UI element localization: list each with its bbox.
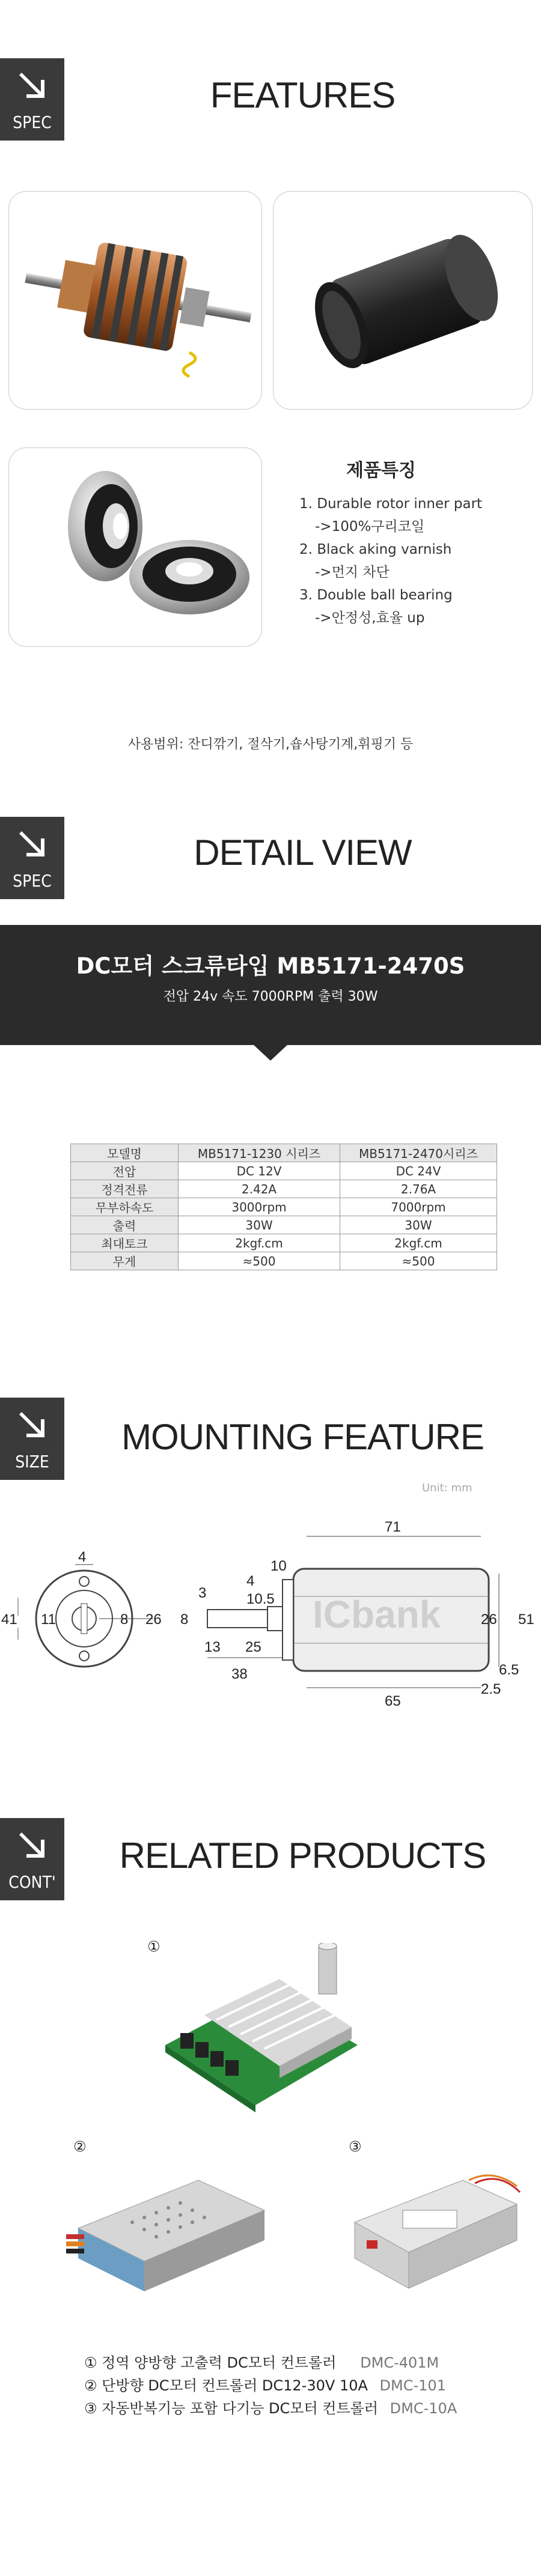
list-item[interactable] bbox=[84, 2374, 457, 2397]
table-cell: 전압 bbox=[71, 1162, 179, 1180]
watermark: ICbank bbox=[313, 1593, 441, 1636]
mounting-feature-section bbox=[0, 1357, 541, 1778]
table-cell: 3000rpm bbox=[179, 1198, 340, 1216]
product-number-1: ① bbox=[147, 1938, 160, 1955]
table-row bbox=[71, 1162, 497, 1180]
table-cell: DC 12V bbox=[179, 1162, 340, 1180]
table-cell: DC 24V bbox=[340, 1162, 497, 1180]
product-model: DMC-101 bbox=[379, 2377, 446, 2394]
usage-range-text: 사용범위: 잔디깎기, 절삭기,숍사탕기계,휘핑기 등 bbox=[127, 737, 414, 752]
related-products-section bbox=[0, 1778, 541, 2576]
feature-item: 2. Black aking varnish bbox=[299, 542, 452, 557]
table-header-cell: MB5171-1230 시리즈 bbox=[179, 1144, 340, 1162]
mounting-feature-heading: MOUNTING FEATURE bbox=[121, 1417, 484, 1457]
banner-title: DC모터 스크류타입 MB5171-2470S bbox=[76, 953, 465, 979]
related-products-list bbox=[84, 2351, 457, 2420]
dmc-10a-image[interactable] bbox=[349, 2168, 523, 2300]
dim-26b: 26 bbox=[481, 1611, 497, 1628]
banner-subtitle: 전압 24v 속도 7000RPM 출력 30W bbox=[163, 989, 378, 1004]
dim-8b: 8 bbox=[180, 1611, 189, 1628]
dim-4b: 4 bbox=[246, 1573, 255, 1589]
dim-51: 51 bbox=[518, 1611, 534, 1628]
rotor-image-card bbox=[8, 191, 262, 410]
ball-bearing-image bbox=[9, 448, 261, 646]
side-view bbox=[180, 1519, 534, 1709]
table-row bbox=[71, 1198, 497, 1216]
motor-rotor-image bbox=[9, 192, 261, 409]
table-cell: 2kgf.cm bbox=[340, 1234, 497, 1252]
table-cell: 30W bbox=[340, 1216, 497, 1234]
arrow-down-right-icon bbox=[18, 71, 46, 99]
feature-item: ->먼지 차단 bbox=[315, 565, 390, 580]
table-header-cell: 모델명 bbox=[71, 1144, 179, 1162]
product-name: ① 정역 양방향 고출력 DC모터 컨트롤러 bbox=[84, 2354, 337, 2371]
dim-38: 38 bbox=[231, 1666, 248, 1682]
bearing-image-card bbox=[8, 447, 262, 647]
dim-4: 4 bbox=[78, 1549, 87, 1565]
spec-badge-label: SPEC bbox=[13, 871, 52, 891]
spec-badge-label: SPEC bbox=[13, 112, 52, 132]
dmc-101-image[interactable] bbox=[66, 2162, 283, 2300]
cont-badge-label: CONT' bbox=[8, 1872, 56, 1892]
mounting-dimension-drawing bbox=[0, 1514, 541, 1754]
related-products-heading: RELATED PRODUCTS bbox=[119, 1835, 486, 1876]
table-cell: ≈500 bbox=[340, 1252, 497, 1270]
dim-10-5: 10.5 bbox=[246, 1591, 275, 1607]
product-name: ③ 자동반복기능 포함 다기능 DC모터 컨트롤러 bbox=[84, 2400, 379, 2417]
table-cell: 7000rpm bbox=[340, 1198, 497, 1216]
dim-65: 65 bbox=[385, 1693, 401, 1709]
dim-25: 25 bbox=[245, 1639, 261, 1655]
dim-2-5: 2.5 bbox=[481, 1681, 501, 1697]
table-cell: 30W bbox=[179, 1216, 340, 1234]
arrow-down-right-icon bbox=[18, 1831, 46, 1859]
product-title-banner bbox=[0, 925, 541, 1045]
product-features-list bbox=[299, 492, 482, 629]
product-model: DMC-401M bbox=[360, 2354, 439, 2371]
table-cell: 출력 bbox=[71, 1216, 179, 1234]
dim-11: 11 bbox=[41, 1611, 56, 1628]
feature-item: 3. Double ball bearing bbox=[299, 587, 453, 603]
features-section bbox=[0, 0, 541, 775]
table-header-cell: MB5171-2470시리즈 bbox=[340, 1144, 497, 1162]
cont-badge bbox=[0, 1818, 64, 1900]
table-cell: 2kgf.cm bbox=[179, 1234, 340, 1252]
dim-41: 41 bbox=[1, 1611, 17, 1628]
dim-8a: 8 bbox=[120, 1611, 129, 1628]
table-row bbox=[71, 1252, 497, 1270]
detail-view-section bbox=[0, 775, 541, 1269]
table-cell: 2.76A bbox=[340, 1180, 497, 1198]
unit-label: Unit: mm bbox=[422, 1482, 472, 1494]
size-badge-label: SIZE bbox=[15, 1452, 49, 1471]
product-model: DMC-10A bbox=[390, 2400, 457, 2417]
table-cell: 무게 bbox=[71, 1252, 179, 1270]
spec-badge bbox=[0, 58, 64, 141]
black-varnish-tube-image bbox=[274, 192, 532, 409]
list-item[interactable] bbox=[84, 2351, 457, 2374]
product-number-3: ③ bbox=[349, 2138, 362, 2155]
table-cell: 2.42A bbox=[179, 1180, 340, 1198]
feature-item: ->안정성,효율 up bbox=[315, 610, 425, 626]
table-row bbox=[71, 1234, 497, 1252]
dim-6-5: 6.5 bbox=[499, 1662, 519, 1678]
size-badge bbox=[0, 1398, 64, 1480]
arrow-down-right-icon bbox=[18, 830, 46, 858]
table-row bbox=[71, 1216, 497, 1234]
dim-10: 10 bbox=[270, 1558, 287, 1574]
spec-badge bbox=[0, 817, 64, 899]
table-cell: 최대토크 bbox=[71, 1234, 179, 1252]
list-item[interactable] bbox=[84, 2397, 457, 2420]
table-header-row bbox=[71, 1144, 497, 1162]
dim-26a: 26 bbox=[145, 1611, 162, 1628]
arrow-down-right-icon bbox=[18, 1411, 46, 1438]
feature-item: ->100%구리코일 bbox=[315, 519, 425, 535]
detail-view-heading: DETAIL VIEW bbox=[194, 832, 412, 873]
dim-71: 71 bbox=[385, 1519, 401, 1535]
table-row bbox=[71, 1180, 497, 1198]
dim-13: 13 bbox=[204, 1639, 221, 1655]
table-cell: 무부하속도 bbox=[71, 1198, 179, 1216]
tube-image-card bbox=[273, 191, 533, 410]
table-cell: ≈500 bbox=[179, 1252, 340, 1270]
dim-3: 3 bbox=[198, 1585, 207, 1601]
front-view bbox=[1, 1549, 162, 1667]
spec-table bbox=[70, 1144, 497, 1270]
features-heading: FEATURES bbox=[210, 75, 396, 115]
dmc-401m-image[interactable] bbox=[159, 1943, 364, 2117]
product-name: ② 단방향 DC모터 컨트롤러 DC12-30V 10A bbox=[84, 2377, 368, 2394]
product-number-2: ② bbox=[73, 2138, 87, 2155]
feature-item: 1. Durable rotor inner part bbox=[299, 496, 483, 512]
banner-pointer bbox=[252, 1044, 289, 1062]
table-cell: 정격전류 bbox=[71, 1180, 179, 1198]
product-features-title: 제품특징 bbox=[346, 460, 416, 481]
